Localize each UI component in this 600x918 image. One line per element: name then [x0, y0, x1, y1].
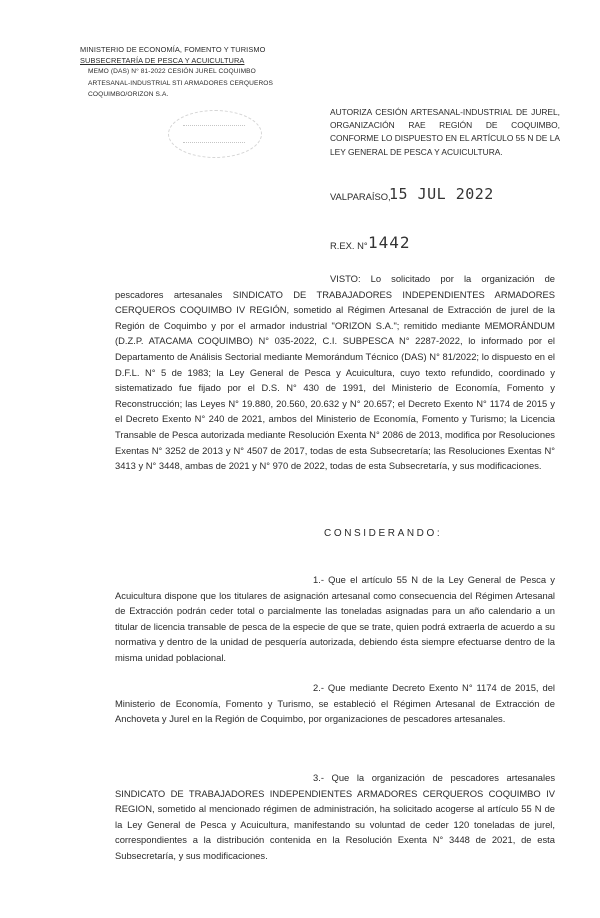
considerando-item-1	[115, 572, 555, 666]
considerando-item-3	[115, 770, 555, 864]
considerando-paragraph: 3.- Que la organización de pescadores artesanales SINDICATO DE TRABAJADORES INDEPENDIENTES ARMADORES CERQUEROS COQUIMBO IV REGION, sometido al mencionado régimen de administración, ha solicitado acogerse al artículo 55 N de la Ley General de Pesca y Acuicultura, manifestando su voluntad de ceder 120 toneladas de jurel, correspondientes a la distribución contenida en la Resolución Exenta N° 3448 de 2021, de esta Subsecretaría, y sus modificaciones.	[115, 772, 555, 861]
visto-paragraph: VISTO: Lo solicitado por la organización de pescadores artesanales SINDICATO DE TRABAJADORES INDEPENDIENTES ARMADORES CERQUEROS COQUIMBO IV REGIÓN, sometido al Régimen Artesanal de Extracción de jurel de la Región de Coquimbo y por el armador industrial "ORIZON S.A."; remitido mediante MEMORÁNDUM (D.Z.P. ATACAMA COQUIMBO) N° 035-2022, C.I. SUBPESCA N° 2287-2022, lo informado por el Departamento de Análisis Sectorial mediante Memorándum Técnico (DAS) N° 81/2022; lo dispuesto en el D.F.L. N° 5 de 1983; la Ley General de Pesca y Acuicultura, cuyo texto refundido, coordinado y sistematizado fue fijado por el D.S. N° 430 de 1991, del Ministerio de Economía, Fomento y Reconstrucción; las Leyes N° 19.880, 20.560, 20.632 y N° 20.657; el Decreto Exento N° 1174 de 2015 y el Decreto Exento N° 240 de 2021, ambos del Ministerio de Economía, Fomento y Turismo; la Licencia Transable de Pesca autorizada mediante Resolución Exenta N° 2086 de 2013, modifica por Resoluciones Exentas N° 3252 de 2013 y N° 4507 de 2017, todas de esta Subsecretaría; las Resoluciones Exentas N° 3413 y N° 3448, ambas de 2021 y N° 970 de 2022, todas de esta Subsecretaría, y sus modificaciones.	[115, 273, 555, 472]
city-label: VALPARAÍSO,	[330, 191, 391, 202]
visto-section	[115, 271, 555, 474]
memo-reference-line-3: COQUIMBO/ORIZON S.A.	[88, 90, 169, 98]
resolution-number	[330, 233, 411, 252]
considerando-paragraph: 2.- Que mediante Decreto Exento N° 1174 de 2015, del Ministerio de Economía, Fomento y Turismo, se estableció el Régimen Artesanal de Extracción de Anchoveta y Jurel en la Región de Coquimbo, por organizaciones de pescadores artesanales.	[115, 682, 555, 725]
rex-number: 1442	[368, 233, 411, 252]
resolution-subject: AUTORIZA CESIÓN ARTESANAL-INDUSTRIAL DE JUREL, ORGANIZACIÓN RAE REGIÓN DE COQUIMBO, CONFORME LO DISPUESTO EN EL ARTÍCULO 55 N DE LA LEY GENERAL DE PESCA Y ACUICULTURA.	[330, 107, 560, 157]
dateline	[330, 185, 494, 203]
rex-label: R.EX. N°	[330, 240, 368, 251]
considerando-paragraph: 1.- Que el artículo 55 N de la Ley General de Pesca y Acuicultura dispone que los titulares de asignación artesanal como consecuencia del Régimen Artesanal de Extracción podrán ceder total o parcialmente las toneladas asignadas para un año calendario a un titular de licencia transable de pesca de la especie de que se trate, quien podrá extraerla de acuerdo a su normativa y dentro de la unidad de pesquería autorizada, debiendo ésta siempre efectuarse dentro de la misma unidad poblacional.	[115, 574, 555, 663]
memo-reference-line-2: ARTESANAL-INDUSTRIAL STI ARMADORES CERQUEROS	[88, 79, 274, 87]
considerando-heading: CONSIDERANDO:	[324, 528, 443, 539]
ministry-name: MINISTERIO DE ECONOMÍA, FOMENTO Y TURISMO	[80, 45, 266, 54]
memo-reference-line-1: MEMO (DAS) N° 81-2022 CESIÓN JUREL COQUIMBO	[88, 68, 256, 76]
faded-stamp	[168, 110, 262, 158]
subsecretariat-name: SUBSECRETARÍA DE PESCA Y ACUICULTURA	[80, 56, 245, 66]
date-stamp: 15 JUL 2022	[389, 185, 494, 203]
considerando-item-2	[115, 680, 555, 727]
letterhead	[80, 44, 280, 100]
